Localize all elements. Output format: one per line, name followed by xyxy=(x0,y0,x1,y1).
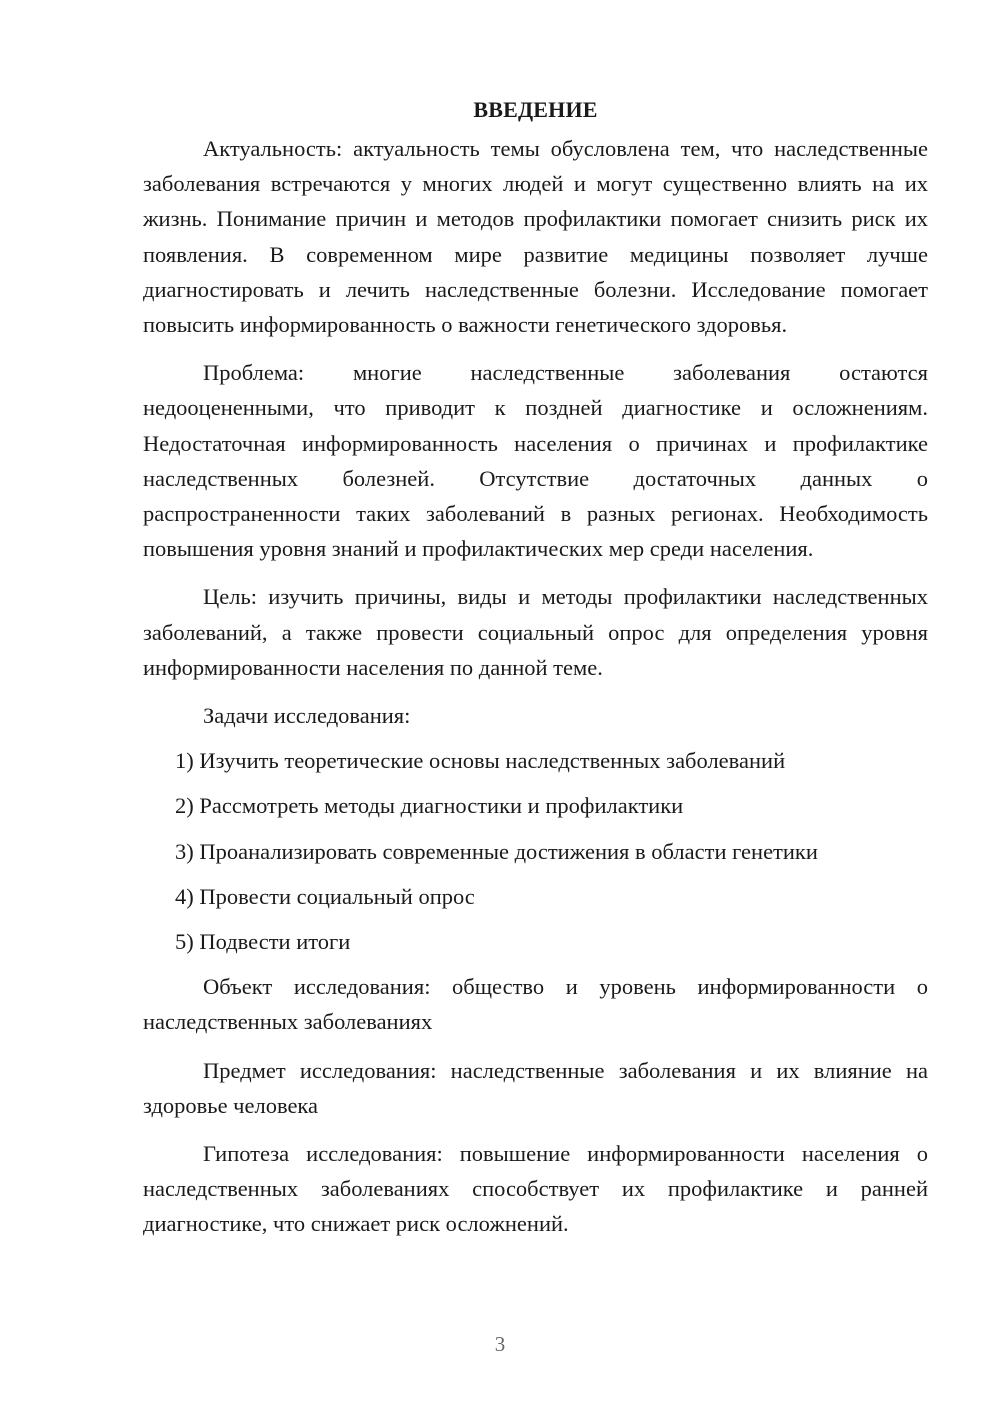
task-item: 5) Подвести итоги xyxy=(175,929,351,955)
paragraph-object: Объект исследования: общество и уровень информированности о наследственных заболеваниях xyxy=(143,974,928,1035)
task-item: 1) Изучить теоретические основы наследственных заболеваний xyxy=(175,748,786,774)
paragraph-hypothesis: Гипотеза исследования: повышение информированности населения о наследственных заболеваниях способствует их профилактике и ранней диагностике, что снижает риск осложнений. xyxy=(143,1141,928,1237)
page-title: ВВЕДЕНИЕ xyxy=(473,97,598,122)
document-page xyxy=(143,92,928,1255)
page-number: 3 xyxy=(494,1332,506,1356)
paragraph-problem: Проблема: многие наследственные заболевания остаются недооцененными, что приводит к поздней диагностике и осложнениям. Недостаточная информированность населения о причинах и профилактике наследственных болезней. Отсутствие достаточных данных о распространенности таких заболеваний в разных регионах. Необходимость повышения уровня знаний и профилактических мер среди населения. xyxy=(143,360,928,562)
task-item: 3) Проанализировать современные достижения в области генетики xyxy=(175,838,818,864)
paragraph-subject: Предмет исследования: наследственные заболевания и их влияние на здоровье человека xyxy=(143,1057,928,1118)
paragraph-goal: Цель: изучить причины, виды и методы профилактики наследственных заболеваний, а также провести социальный опрос для определения уровня информированности населения по данной теме. xyxy=(143,584,928,680)
tasks-list xyxy=(143,743,928,959)
task-item: 2) Рассмотреть методы диагностики и профилактики xyxy=(175,793,684,819)
task-item: 4) Провести социальный опрос xyxy=(175,883,475,909)
paragraph-relevance: Актуальность: актуальность темы обусловлена тем, что наследственные заболевания встречаются у многих людей и могут существенно влиять на их жизнь. Понимание причин и методов профилактики помогает снизить риск их появления. В современном мире развитие медицины позволяет лучше диагностировать и лечить наследственные болезни. Исследование помогает повысить информированность о важности генетического здоровья. xyxy=(143,136,928,338)
tasks-heading: Задачи исследования: xyxy=(203,703,411,729)
